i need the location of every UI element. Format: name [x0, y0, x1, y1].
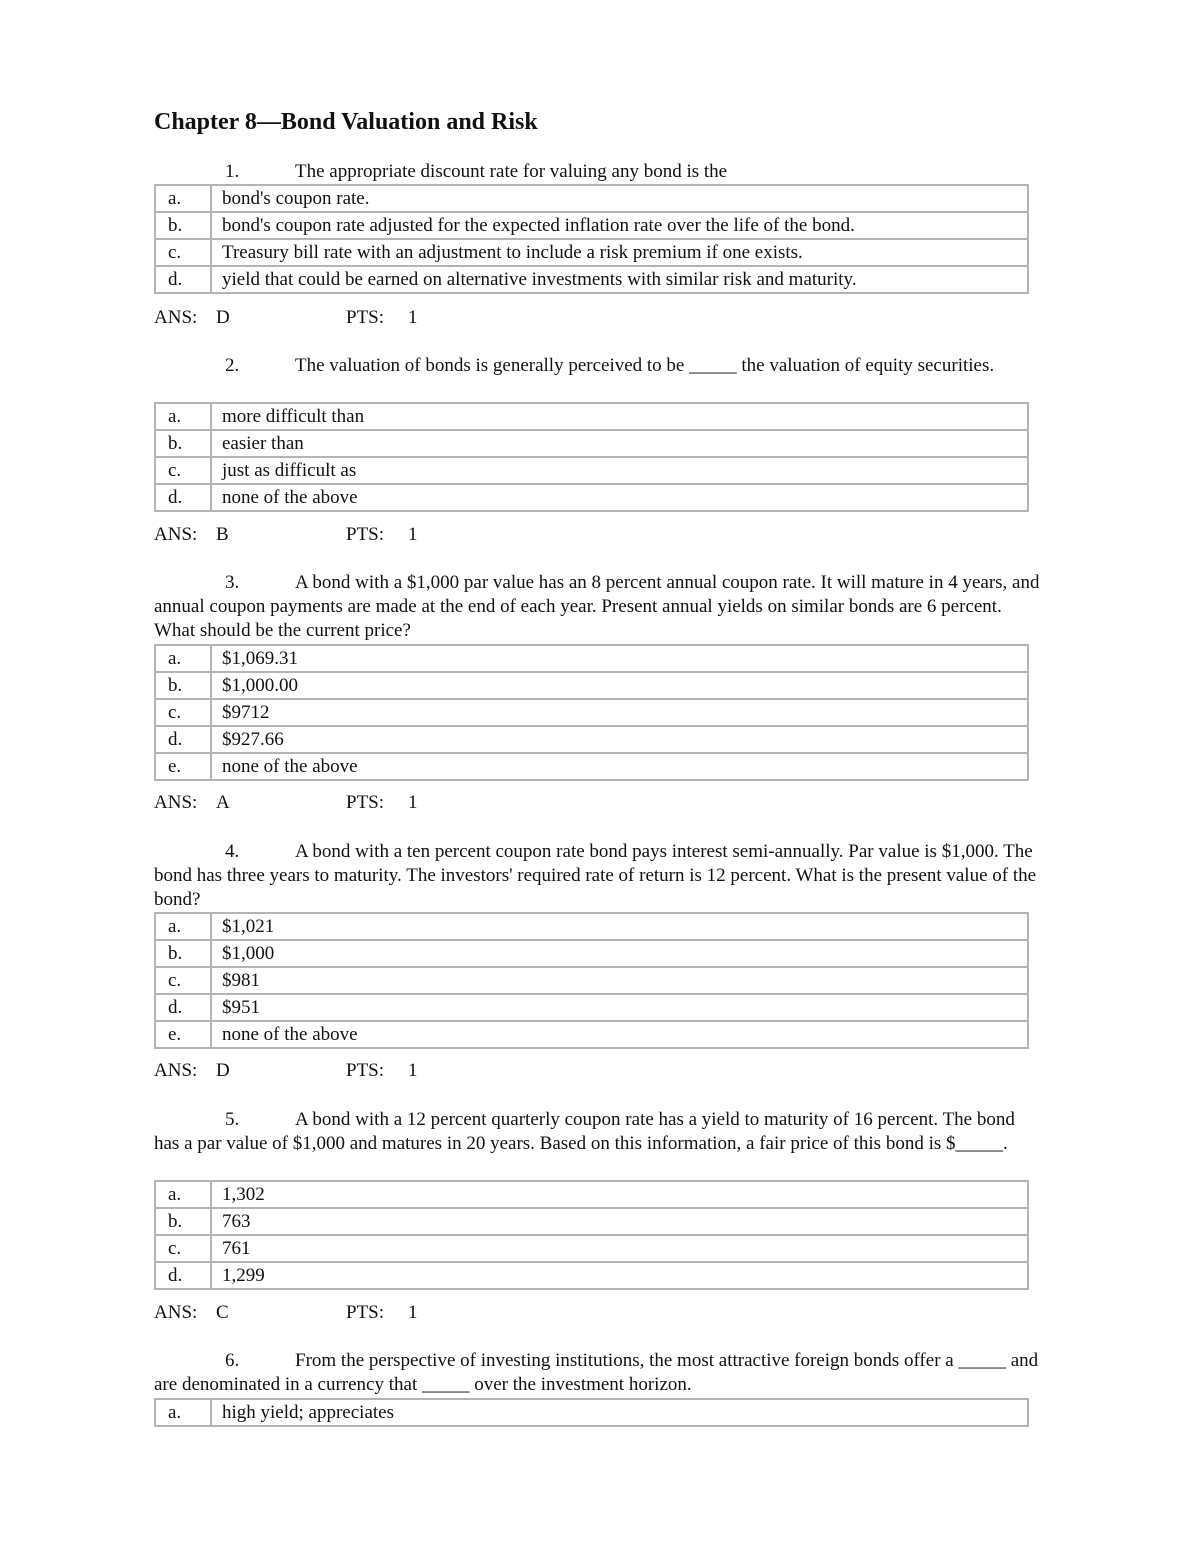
option-row[interactable]	[156, 941, 1027, 968]
option-text: yield that could be earned on alternative investments with similar risk and maturity.	[222, 268, 857, 290]
option-letter: d.	[156, 485, 212, 510]
ans-label: ANS:	[154, 1060, 198, 1081]
option-row[interactable]	[156, 1209, 1027, 1236]
option-letter: d.	[156, 267, 212, 292]
option-text: $1,021	[212, 914, 1027, 941]
option-row[interactable]	[156, 1263, 1027, 1288]
option-row[interactable]	[156, 646, 1027, 673]
ans-label: ANS:	[154, 792, 198, 813]
option-letter: c.	[156, 458, 212, 485]
option-text: 763	[212, 1209, 1027, 1236]
option-letter: b.	[156, 673, 212, 700]
ans-value: B	[216, 524, 229, 545]
option-row[interactable]	[156, 995, 1027, 1022]
option-row[interactable]	[156, 267, 1027, 292]
option-letter: e.	[156, 1022, 212, 1047]
question-6	[154, 1349, 1044, 1397]
option-row[interactable]	[156, 754, 1027, 779]
option-text: just as difficult as	[212, 458, 1027, 485]
option-letter: d.	[156, 727, 212, 754]
option-row[interactable]	[156, 240, 1027, 267]
option-row[interactable]	[156, 458, 1027, 485]
option-text: 1,299	[222, 1264, 265, 1286]
option-letter: b.	[156, 431, 212, 458]
question-text: The appropriate discount rate for valuing any bond is the	[295, 161, 728, 182]
ans-label: ANS:	[154, 1302, 198, 1323]
question-1	[154, 160, 1044, 184]
option-text: easier than	[212, 431, 1027, 458]
option-letter: d.	[156, 995, 212, 1022]
answer-line-2	[154, 523, 418, 547]
option-row[interactable]	[156, 1022, 1027, 1047]
pts-value: 1	[408, 1060, 418, 1081]
option-row[interactable]	[156, 1236, 1027, 1263]
option-text: 1,302	[212, 1182, 1027, 1209]
option-text: high yield; appreciates	[222, 1401, 394, 1423]
option-text: $1,069.31	[212, 646, 1027, 673]
option-row[interactable]	[156, 700, 1027, 727]
option-row[interactable]	[156, 431, 1027, 458]
option-text: bond's coupon rate adjusted for the expected inflation rate over the life of the bond.	[212, 213, 1027, 240]
option-row[interactable]	[156, 485, 1027, 510]
answer-line-5	[154, 1301, 418, 1325]
option-letter: a.	[156, 646, 212, 673]
question-text: A bond with a 12 percent quarterly coupon rate has a yield to maturity of 16 percent. The bond has a par value of $1,000 and matures in 20 years. Based on this information, a fair price of this bond is $_____.	[154, 1109, 1015, 1154]
option-letter: b.	[156, 213, 212, 240]
option-letter: c.	[156, 240, 212, 267]
option-row[interactable]	[156, 914, 1027, 941]
option-text: 761	[212, 1236, 1027, 1263]
ans-label: ANS:	[154, 524, 198, 545]
pts-label: PTS:	[346, 1060, 385, 1081]
pts-label: PTS:	[346, 307, 385, 328]
option-letter: a.	[156, 914, 212, 941]
question-text: From the perspective of investing institutions, the most attractive foreign bonds offer a _____ and are denominated in a currency that _____ over the investment horizon.	[154, 1350, 1039, 1395]
option-letter: c.	[156, 700, 212, 727]
answer-line-4	[154, 1059, 418, 1083]
option-letter: b.	[156, 941, 212, 968]
option-letter: d.	[156, 1263, 212, 1288]
ans-label: ANS:	[154, 307, 198, 328]
question-text: A bond with a ten percent coupon rate bond pays interest semi-annually. Par value is $1,000. The bond has three years to maturity. The investors' required rate of return is 12 percent. What is the present value of the bond?	[154, 841, 1037, 910]
question-number: 3.	[225, 572, 240, 593]
answer-line-3	[154, 791, 418, 815]
pts-label: PTS:	[346, 1302, 385, 1323]
option-text: $9712	[212, 700, 1027, 727]
option-letter: a.	[156, 404, 212, 431]
option-row[interactable]	[156, 727, 1027, 754]
option-letter: c.	[156, 1236, 212, 1263]
pts-value: 1	[408, 1302, 418, 1323]
option-row[interactable]	[156, 1400, 1027, 1425]
option-text: $951	[212, 995, 1027, 1022]
pts-value: 1	[408, 792, 418, 813]
pts-value: 1	[408, 307, 418, 328]
question-text: The valuation of bonds is generally perceived to be _____ the valuation of equity securities.	[295, 355, 995, 376]
pts-label: PTS:	[346, 524, 385, 545]
option-row[interactable]	[156, 213, 1027, 240]
option-text: $927.66	[212, 727, 1027, 754]
options-table-6	[154, 1398, 1029, 1427]
question-number: 5.	[225, 1109, 240, 1130]
chapter-title: Chapter 8—Bond Valuation and Risk	[154, 109, 538, 135]
question-2	[154, 354, 1044, 378]
options-table-2	[154, 402, 1029, 512]
option-row[interactable]	[156, 968, 1027, 995]
question-number: 2.	[225, 355, 240, 376]
option-letter: a.	[156, 1400, 212, 1425]
options-table-1	[154, 184, 1029, 294]
ans-value: A	[216, 792, 230, 813]
ans-value: D	[216, 1060, 230, 1081]
option-letter: e.	[156, 754, 212, 779]
options-table-3	[154, 644, 1029, 781]
option-letter: a.	[156, 186, 212, 213]
option-text: none of the above	[222, 1023, 358, 1045]
option-letter: c.	[156, 968, 212, 995]
option-text: $981	[212, 968, 1027, 995]
option-letter: a.	[156, 1182, 212, 1209]
option-text: more difficult than	[212, 404, 1027, 431]
question-number: 4.	[225, 841, 240, 862]
option-text: bond's coupon rate.	[212, 186, 1027, 213]
question-text: A bond with a $1,000 par value has an 8 percent annual coupon rate. It will mature in 4 years, and annual coupon payments are made at the end of each year. Present annual yields on similar bonds are 6 percent. What should be the current price?	[154, 572, 1040, 641]
option-row[interactable]	[156, 186, 1027, 213]
ans-value: C	[216, 1302, 229, 1323]
question-4	[154, 840, 1044, 912]
question-5	[154, 1108, 1044, 1156]
option-row[interactable]	[156, 673, 1027, 700]
answer-line-1	[154, 306, 418, 330]
option-letter: b.	[156, 1209, 212, 1236]
option-text: $1,000.00	[212, 673, 1027, 700]
pts-label: PTS:	[346, 792, 385, 813]
option-text: $1,000	[212, 941, 1027, 968]
pts-value: 1	[408, 524, 418, 545]
ans-value: D	[216, 307, 230, 328]
question-3	[154, 571, 1044, 643]
options-table-5	[154, 1180, 1029, 1290]
options-table-4	[154, 912, 1029, 1049]
question-number: 6.	[225, 1350, 240, 1371]
option-text: none of the above	[222, 486, 358, 508]
question-number: 1.	[225, 161, 240, 182]
option-text: none of the above	[222, 755, 358, 777]
option-row[interactable]	[156, 1182, 1027, 1209]
option-row[interactable]	[156, 404, 1027, 431]
option-text: Treasury bill rate with an adjustment to include a risk premium if one exists.	[212, 240, 1027, 267]
